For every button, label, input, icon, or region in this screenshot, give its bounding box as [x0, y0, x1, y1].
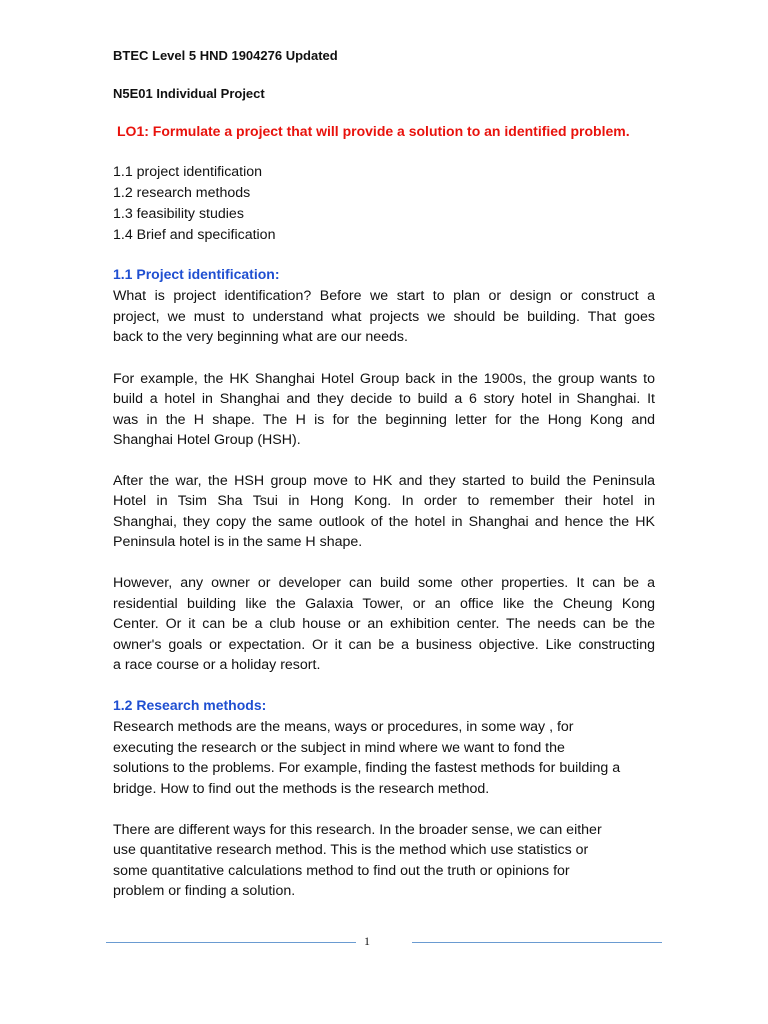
paragraph-line: bridge. How to find out the methods is the research method.: [113, 781, 490, 797]
footer-divider-right: [412, 942, 662, 943]
header-course-code: BTEC Level 5 HND 1904276 Updated: [113, 48, 338, 63]
toc-item: 1.1 project identification: [113, 164, 263, 180]
paragraph-line: After the war, the HSH group move to HK and they started to build the Peninsula: [113, 473, 655, 489]
paragraph-line: build a hotel in Shanghai and they decide to build a 6 story hotel in Shanghai. It: [113, 391, 655, 407]
paragraph-line: problem or finding a solution.: [113, 883, 296, 899]
paragraph-line: residential building like the Galaxia Tower, or an office like the Cheung Kong: [113, 596, 655, 612]
paragraph-line: For example, the HK Shanghai Hotel Group back in the 1900s, the group wants to: [113, 371, 655, 387]
section-heading-1-1: 1.1 Project identification:: [113, 266, 280, 282]
paragraph-line: Hotel in Tsim Sha Tsui in Hong Kong. In order to remember their hotel in: [113, 493, 655, 509]
paragraph-line: a race course or a holiday resort.: [113, 657, 321, 673]
paragraph-line: Shanghai, they copy the same outlook of the hotel in Shanghai and hence the HK: [113, 514, 655, 530]
paragraph-line: executing the research or the subject in mind where we want to fond the: [113, 740, 565, 756]
footer-divider-left: [106, 942, 356, 943]
paragraph-line: Peninsula hotel is in the same H shape.: [113, 534, 363, 550]
toc-item: 1.2 research methods: [113, 185, 251, 201]
paragraph-line: Center. Or it can be a club house or an exhibition center. The needs can be the: [113, 616, 655, 632]
paragraph-line: There are different ways for this research. In the broader sense, we can either: [113, 822, 602, 838]
paragraph-line: some quantitative calculations method to find out the truth or opinions for: [113, 863, 570, 879]
paragraph-line: back to the very beginning what are our needs.: [113, 329, 408, 345]
section-heading-1-2: 1.2 Research methods:: [113, 697, 267, 713]
learning-outcome-heading: LO1: Formulate a project that will provide a solution to an identified problem.: [117, 123, 630, 139]
paragraph-line: owner's goals or expectation. Or it can be a business objective. Like constructing: [113, 637, 655, 653]
paragraph-line: project, we must to understand what projects we should be building. That goes: [113, 309, 655, 325]
toc-item: 1.4 Brief and specification: [113, 227, 276, 243]
paragraph-line: was in the H shape. The H is for the beginning letter for the Hong Kong and: [113, 412, 655, 428]
page-number: 1: [364, 934, 370, 948]
header-project-title: N5E01 Individual Project: [113, 86, 265, 101]
paragraph-line: However, any owner or developer can build some other properties. It can be a: [113, 575, 655, 591]
paragraph-line: Research methods are the means, ways or procedures, in some way , for: [113, 719, 574, 735]
paragraph-line: use quantitative research method. This is the method which use statistics or: [113, 842, 589, 858]
toc-item: 1.3 feasibility studies: [113, 206, 244, 222]
paragraph-line: Shanghai Hotel Group (HSH).: [113, 432, 301, 448]
paragraph-line: solutions to the problems. For example, finding the fastest methods for building a: [113, 760, 621, 776]
paragraph-line: What is project identification? Before we start to plan or design or construct a: [113, 288, 655, 304]
